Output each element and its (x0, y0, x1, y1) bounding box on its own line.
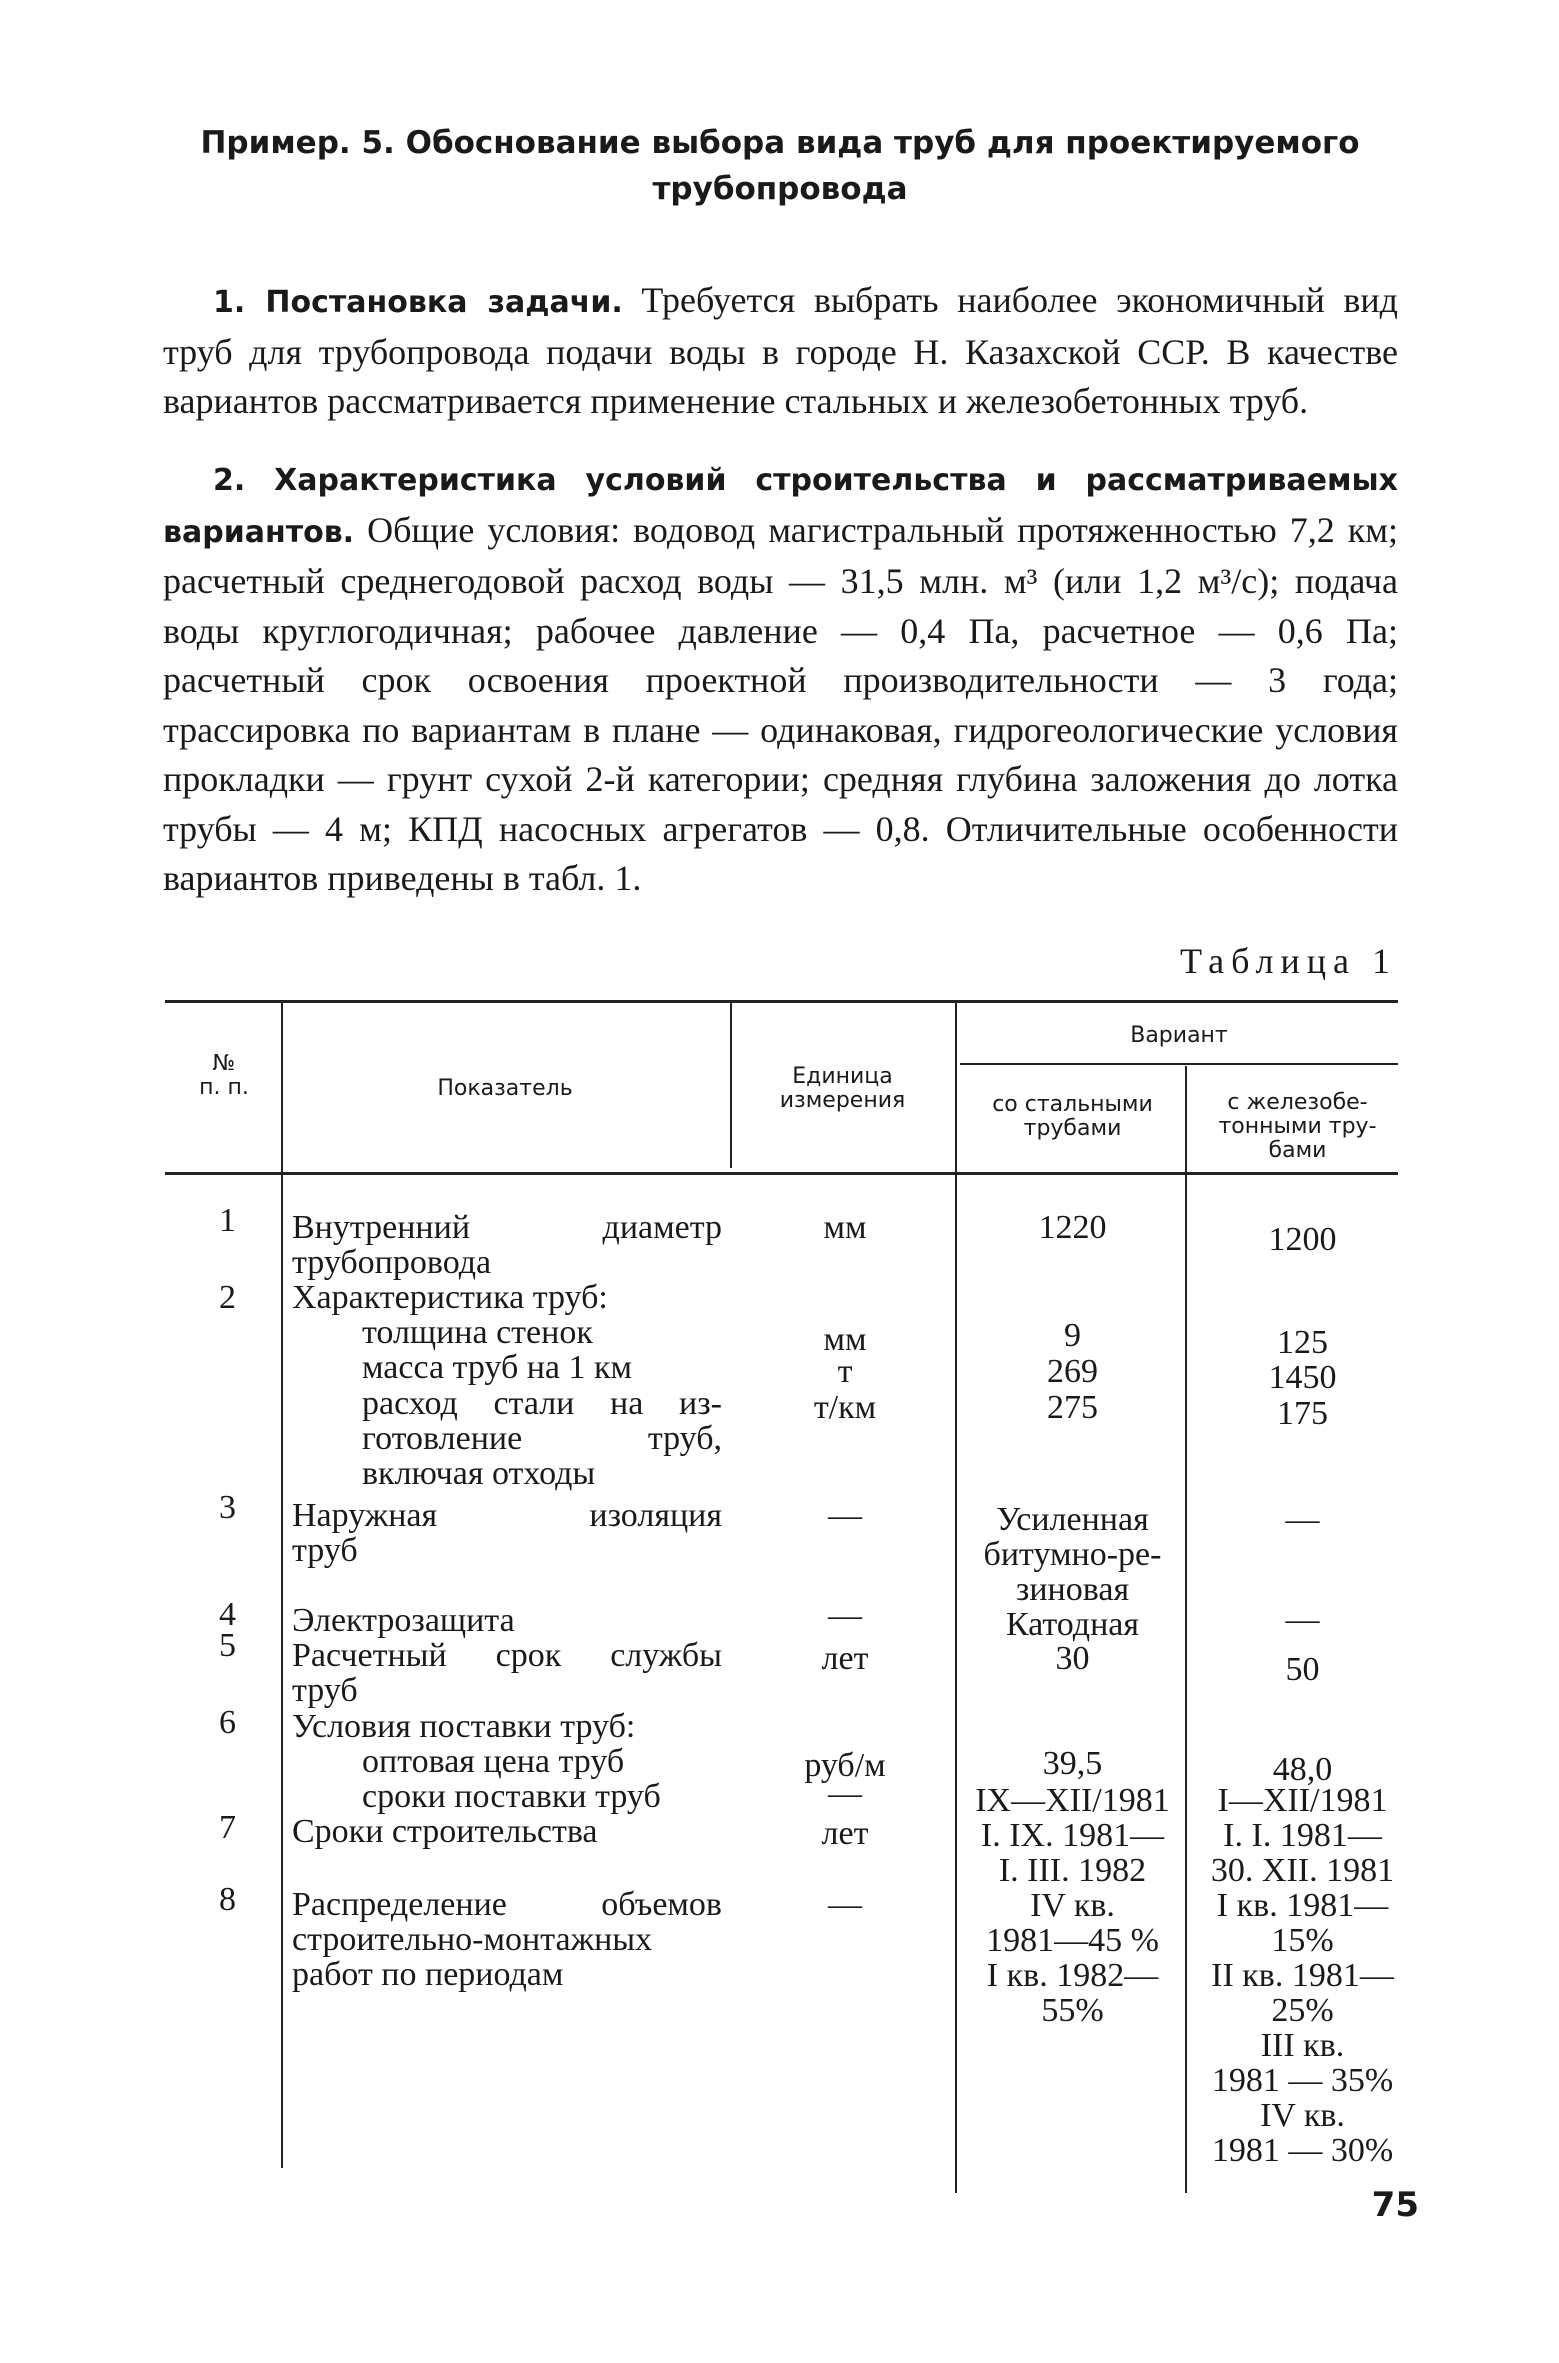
row-7-num: 7 (219, 1809, 236, 1846)
row-1-indicator-line-2: трубопровода (292, 1244, 492, 1281)
row-8-steel-line-1: IV кв. (1030, 1887, 1115, 1924)
header-steel (960, 1093, 1185, 1141)
row-8-steel-line-4: 55% (1041, 1992, 1104, 2029)
title-line-1: Пример. 5. Обоснование выбора вида труб для проектируемого (200, 125, 1360, 161)
row-6b-indicator: сроки поставки труб (362, 1778, 661, 1815)
header-unit-line-1: Единица (792, 1064, 893, 1089)
col-divider-3 (955, 1003, 957, 2193)
row-4-steel: Катодная (1005, 1606, 1140, 1643)
row-3-steel-line-2: битумно-ре- (983, 1536, 1162, 1573)
col-divider-4 (1185, 1066, 1187, 2193)
header-bottom-rule (165, 1172, 1398, 1175)
row-3-steel-line-1: Усиленная (996, 1501, 1149, 1538)
row-2a-steel: 9 (1064, 1317, 1081, 1354)
title-line-2: трубопровода (652, 171, 908, 207)
row-2a-indicator: толщина стенок (362, 1314, 593, 1351)
row-7-concrete-line-2: 30. XII. 1981 (1210, 1852, 1395, 1889)
row-5-num: 5 (219, 1627, 236, 1664)
row-2c-indicator-line-3: включая отходы (362, 1455, 596, 1492)
header-num-line-2: п. п. (199, 1075, 249, 1100)
row-6-indicator: Условия поставки труб: (292, 1708, 636, 1745)
section-2-heading: 2. Характеристика условий строительства и рассматриваемых вариантов. (163, 463, 1398, 550)
header-concrete-line-1: с железобе- (1227, 1090, 1368, 1115)
row-6b-concrete: I—XII/1981 (1217, 1782, 1388, 1819)
header-indicator: Показатель (437, 1076, 573, 1101)
header-num (170, 1052, 278, 1100)
header-concrete-line-3: бами (1268, 1138, 1327, 1163)
header-variant: Вариант (1130, 1023, 1228, 1048)
table-top-rule (165, 1000, 1398, 1003)
row-6-num: 6 (219, 1704, 236, 1741)
row-6b-unit: — (828, 1775, 862, 1812)
row-1-concrete: 1200 (1268, 1221, 1337, 1258)
header-num-line-1: № (212, 1051, 236, 1076)
row-8-indicator-line-1: Распределение объемов (292, 1886, 722, 1923)
row-8-unit: — (828, 1886, 862, 1923)
row-3-concrete: — (1285, 1501, 1320, 1538)
row-8-concrete-line-2: 15% (1271, 1922, 1334, 1959)
row-8-steel-line-2: 1981—45 % (986, 1922, 1159, 1959)
row-2-num: 2 (219, 1279, 236, 1316)
row-2b-indicator: масса труб на 1 км (362, 1349, 633, 1386)
row-2b-steel: 269 (1047, 1353, 1098, 1390)
row-2b-concrete: 1450 (1268, 1359, 1337, 1396)
row-5-steel: 30 (1055, 1640, 1090, 1677)
row-4-concrete: — (1285, 1601, 1320, 1638)
variant-divider-rule (960, 1063, 1398, 1065)
row-8-concrete-line-5: III кв. (1260, 2027, 1345, 2064)
row-5-unit: лет (821, 1640, 869, 1677)
header-steel-line-2: трубами (1023, 1116, 1122, 1141)
row-8-concrete-line-6: 1981 — 35% (1211, 2062, 1394, 2099)
header-steel-line-1: со стальными (992, 1092, 1153, 1117)
row-7-steel-line-2: I. III. 1982 (998, 1852, 1147, 1889)
section-1-paragraph (163, 276, 1398, 427)
row-3-indicator-line-1: Наружная изоляция (292, 1497, 722, 1534)
section-2-text: Общие условия: водовод магистральный протяженностью 7,2 км; расчетный среднегодовой расход воды — 31,5 млн. м³ (или 1,2 м³/с); подача воды круглогодичная; рабочее давление — 0,4 Па, расчетное — 0,6 Па; расчетный срок освоения проектной производительности — 3 года; трассировка по вариантам в плане — одинаковая, гидрогеологические условия прокладки — грунт сухой 2-й категории; средняя глубина заложения до лотка трубы — 4 м; КПД насосных агрегатов — 0,8. Отличительные особенности вариантов приведены в табл. 1. (163, 509, 1398, 898)
row-7-indicator: Сроки строительства (292, 1813, 598, 1850)
row-2c-indicator-line-2: готовление труб, (362, 1420, 722, 1457)
row-3-unit: — (828, 1497, 862, 1534)
row-2c-unit: т/км (813, 1389, 877, 1426)
row-8-indicator-line-2: строительно-монтажных (292, 1921, 653, 1958)
row-6b-steel: IX—XII/1981 (975, 1782, 1170, 1819)
row-6a-indicator: оптовая цена труб (362, 1743, 625, 1780)
row-1-indicator-line-1: Внутренний диаметр (292, 1209, 722, 1246)
table-caption: Таблица 1 (1180, 941, 1397, 981)
header-concrete-line-2: тонными тру- (1218, 1114, 1377, 1139)
row-3-num: 3 (219, 1489, 236, 1526)
row-8-indicator-line-3: работ по периодам (292, 1956, 564, 1993)
row-8-num: 8 (219, 1881, 236, 1918)
row-7-steel-line-1: I. IX. 1981— (980, 1817, 1165, 1854)
row-4-indicator: Электрозащита (292, 1602, 515, 1639)
row-2a-unit: мм (823, 1321, 867, 1358)
section-1-text: Требуется выбрать наиболее экономичный вид труб для трубопровода подачи воды в городе Н. Казахской ССР. В качестве вариантов рассматривается применение стальных и железобетонных труб. (163, 280, 1399, 421)
row-8-concrete-line-3: II кв. 1981— (1211, 1957, 1394, 1994)
section-2-paragraph (163, 454, 1398, 904)
row-5-indicator-line-1: Расчетный срок службы (292, 1637, 722, 1674)
row-1-unit: мм (823, 1209, 867, 1246)
row-8-steel-line-3: I кв. 1982— (986, 1957, 1159, 1994)
row-7-concrete-line-1: I. I. 1981— (1223, 1817, 1382, 1854)
header-concrete (1190, 1091, 1405, 1163)
header-unit-line-2: измерения (779, 1088, 906, 1113)
row-2a-concrete: 125 (1277, 1324, 1328, 1361)
row-2c-steel: 275 (1047, 1389, 1098, 1426)
row-8-concrete-line-7: IV кв. (1260, 2097, 1345, 2134)
page-number: 75 (1371, 2185, 1419, 2225)
row-1-steel: 1220 (1038, 1209, 1107, 1246)
header-unit (735, 1065, 950, 1113)
page-title (160, 120, 1400, 212)
row-5-indicator-line-2: труб (292, 1672, 358, 1709)
col-divider-2 (730, 1003, 732, 1168)
row-8-concrete-line-1: I кв. 1981— (1216, 1887, 1389, 1924)
row-4-unit: — (828, 1597, 862, 1634)
row-8-concrete-line-4: 25% (1271, 1992, 1334, 2029)
row-2-indicator: Характеристика труб: (292, 1279, 608, 1316)
row-8-concrete-line-8: 1981 — 30% (1211, 2132, 1394, 2169)
row-7-unit: лет (821, 1815, 869, 1852)
row-6a-unit: руб/м (804, 1747, 886, 1784)
row-2c-concrete: 175 (1277, 1395, 1328, 1432)
row-5-concrete: 50 (1285, 1651, 1320, 1688)
row-1-num: 1 (219, 1202, 236, 1239)
row-4-num: 4 (219, 1596, 236, 1633)
row-6a-concrete: 48,0 (1272, 1751, 1333, 1788)
row-2c-indicator-line-1: расход стали на из- (362, 1385, 722, 1422)
row-2b-unit: т (837, 1353, 853, 1390)
row-6a-steel: 39,5 (1042, 1745, 1103, 1782)
row-3-steel-line-3: зиновая (1015, 1571, 1130, 1608)
row-3-indicator-line-2: труб (292, 1532, 358, 1569)
col-divider-1 (281, 1003, 283, 2168)
section-1-heading: 1. Постановка задачи. (213, 285, 623, 320)
